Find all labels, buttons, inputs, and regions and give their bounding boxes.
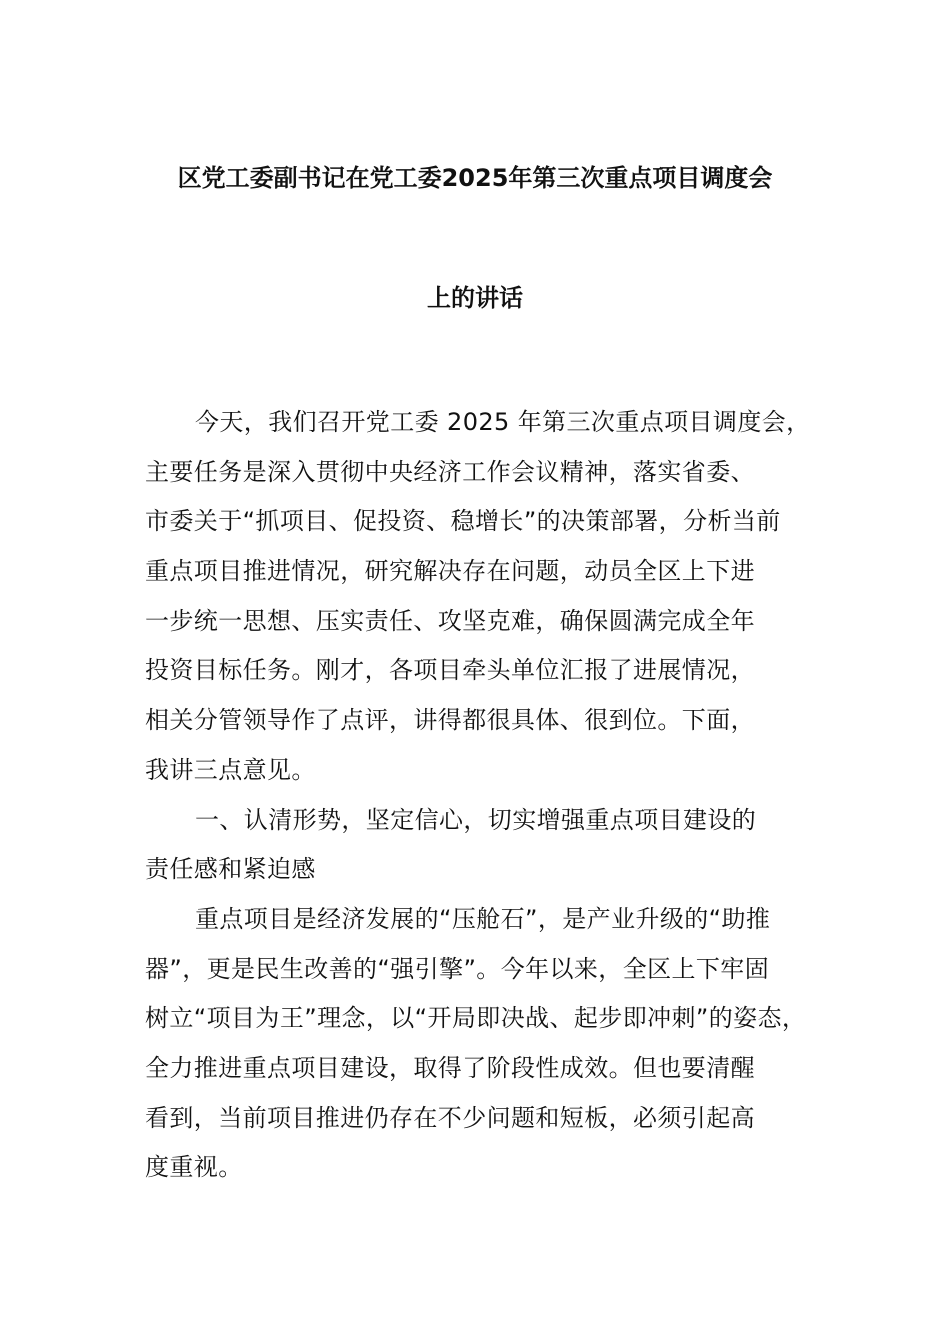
paragraph-line: 看到，当前项目推进仍存在不少问题和短板，必须引起高	[145, 1103, 755, 1132]
paragraph-line: 重点项目推进情况，研究解决存在问题，动员全区上下进	[145, 557, 755, 586]
document-title-line-2: 上的讲话	[427, 284, 523, 312]
document-title-line-1: 区党工委副书记在党工委2025年第三次重点项目调度会	[177, 164, 773, 192]
paragraph-line: 主要任务是深入贯彻中央经济工作会议精神，落实省委、	[145, 457, 755, 486]
document-body	[145, 403, 845, 1198]
paragraph-line: 一步统一思想、压实责任、攻坚克难，确保圆满完成全年	[145, 606, 755, 635]
paragraph-line: 相关分管领导作了点评，讲得都很具体、很到位。下面，	[145, 706, 755, 735]
section-heading-line: 责任感和紧迫感	[145, 855, 316, 884]
paragraph-line: 器”，更是民生改善的“强引擎”。今年以来，全区上下牢固	[145, 954, 770, 983]
paragraph-line: 全力推进重点项目建设，取得了阶段性成效。但也要清醒	[145, 1053, 755, 1082]
paragraph-line: 市委关于“抓项目、促投资、稳增长”的决策部署，分析当前	[145, 507, 781, 536]
paragraph-line: 重点项目是经济发展的“压舱石”，是产业升级的“助推	[195, 904, 771, 933]
section-heading-line: 一、认清形势，坚定信心，切实增强重点项目建设的	[195, 805, 757, 834]
paragraph-line: 度重视。	[145, 1153, 243, 1182]
paragraph-line: 今天，我们召开党工委 2025 年第三次重点项目调度会，	[195, 408, 811, 436]
paragraph-line: 树立“项目为王”理念，以“开局即决战、起步即冲刺”的姿态，	[145, 1004, 807, 1033]
paragraph-line: 我讲三点意见。	[145, 755, 316, 784]
paragraph-line: 投资目标任务。刚才，各项目牵头单位汇报了进展情况，	[145, 656, 755, 685]
